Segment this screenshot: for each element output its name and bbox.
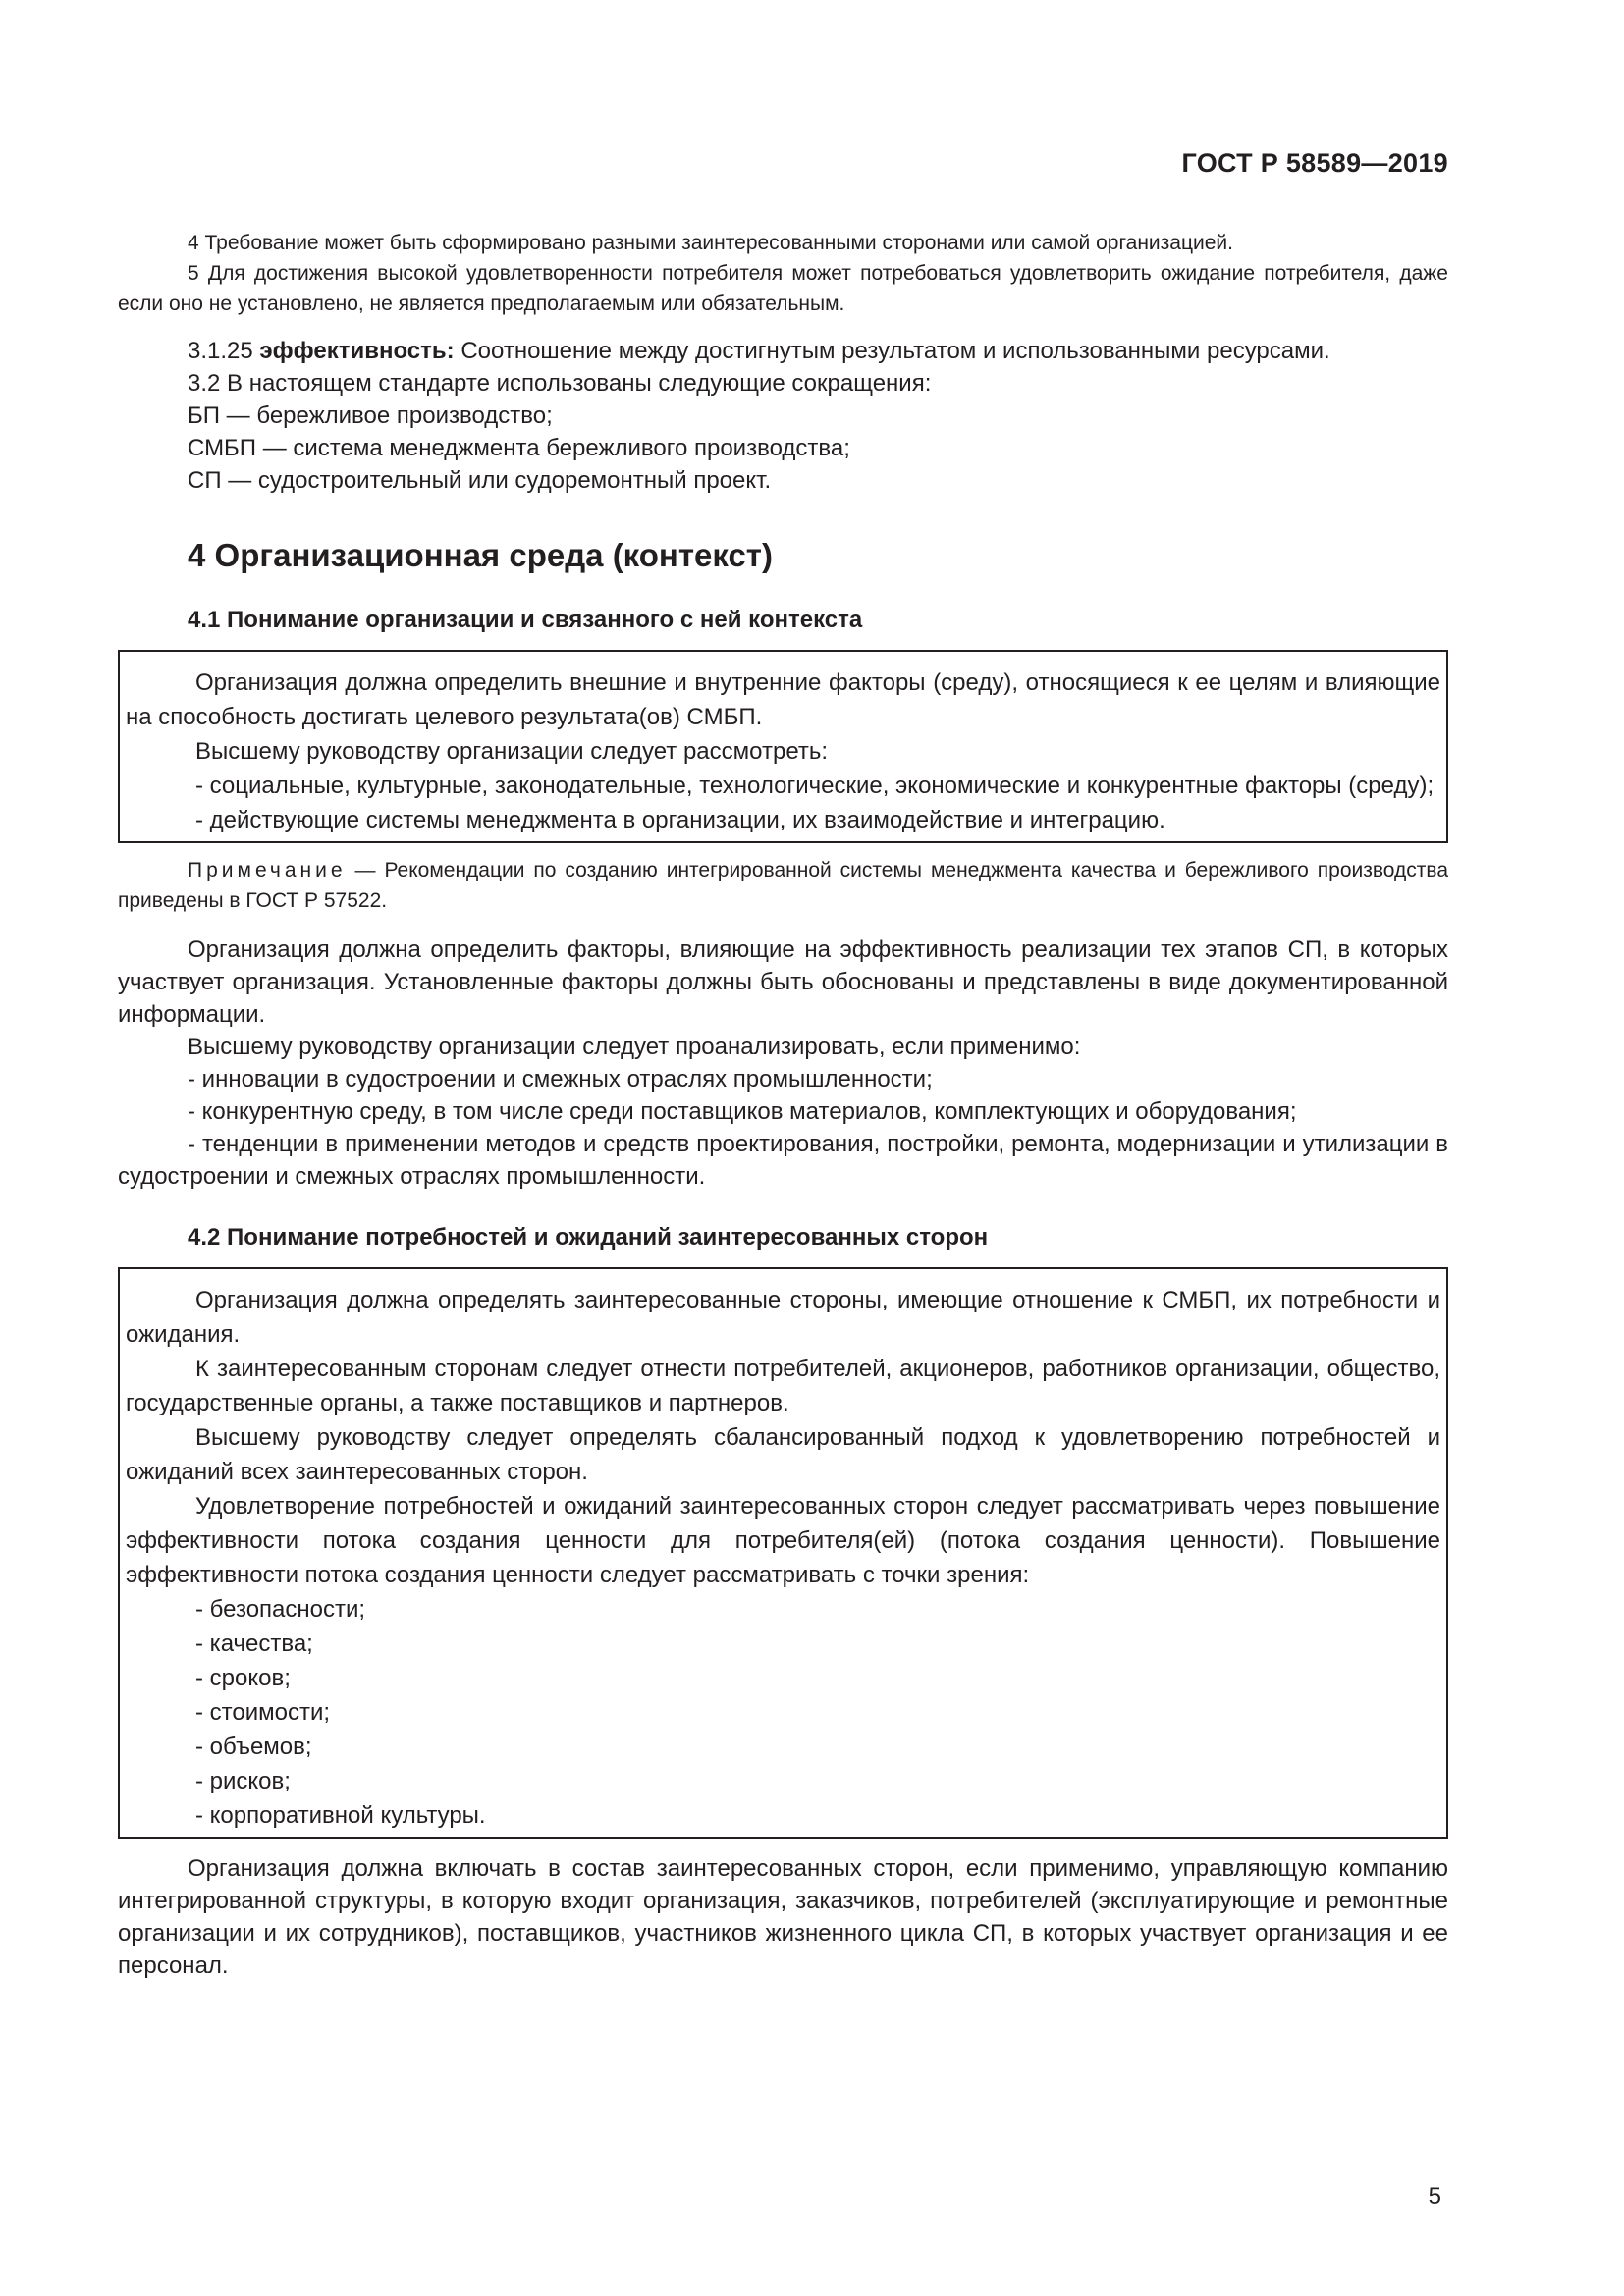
box-paragraph: Высшему руководству организации следует рассмотреть: xyxy=(195,738,829,765)
note-4: 4 Требование может быть сформировано разными заинтересованными сторонами или самой организацией. xyxy=(188,232,1233,254)
abbreviations-intro: 3.2 В настоящем стандарте использованы следующие сокращения: xyxy=(188,370,932,397)
term-definition: Соотношение между достигнутым результатом и использованными ресурсами. xyxy=(460,338,1330,364)
section-4-1-heading: 4.1 Понимание организации и связанного с ней контекста xyxy=(188,607,863,633)
term-name: эффективность: xyxy=(259,338,455,364)
box-paragraph: Удовлетворение потребностей и ожиданий заинтересованных сторон следует рассматривать через повышение эффективности потока создания ценности для потребителя(ей) (потока создания ценности). Повышение эффективности потока создания ценности следует рассматривать с точки зрения: xyxy=(126,1493,1440,1588)
box-list-item: - рисков; xyxy=(195,1768,291,1794)
note-label: Примечание xyxy=(188,859,347,881)
box-list-item: - объемов; xyxy=(195,1734,312,1760)
note-text: — Рекомендации по созданию интегрированной системы менеджмента качества и бережливого производства приведены в ГОСТ Р 57522. xyxy=(118,859,1448,912)
box-list-item: - сроков; xyxy=(195,1665,291,1691)
section-4-2-requirements-box xyxy=(118,1267,1448,1839)
note-4-1 xyxy=(118,855,1448,916)
term-3-1-25 xyxy=(118,335,1448,367)
paragraph: Организация должна определить факторы, влияющие на эффективность реализации тех этапов СП, в которых участвует организация. Установленные факторы должны быть обоснованы и представлены в виде документированной информации. xyxy=(118,936,1448,1028)
box-paragraph: К заинтересованным сторонам следует отнести потребителей, акционеров, работников организации, общество, государственные органы, а также поставщиков и партнеров. xyxy=(126,1356,1440,1416)
section-4-heading: 4 Организационная среда (контекст) xyxy=(188,537,773,573)
abbreviation-item: БП — бережливое производство; xyxy=(188,402,553,429)
section-4-2-heading: 4.2 Понимание потребностей и ожиданий заинтересованных сторон xyxy=(188,1224,989,1251)
notes-block xyxy=(118,228,1448,319)
section-4-1-requirements-box xyxy=(118,650,1448,843)
box-list-item: - действующие системы менеджмента в организации, их взаимодействие и интеграцию. xyxy=(195,807,1165,833)
section-4-2-closing-paragraph: Организация должна включать в состав заинтересованных сторон, если применимо, управляющую компанию интегрированной структуры, в которую входит организация, заказчиков, потребителей (эксплуатирующие и ремонтные организации и их сотрудников), поставщиков, участников жизненного цикла СП, в которых участвует организация и ее персонал. xyxy=(118,1855,1448,1979)
list-item: - инновации в судостроении и смежных отраслях промышленности; xyxy=(188,1066,933,1093)
section-4-1-text xyxy=(118,934,1448,1193)
list-item: - конкурентную среду, в том числе среди поставщиков материалов, комплектующих и оборудования; xyxy=(188,1098,1297,1125)
box-paragraph: Организация должна определить внешние и внутренние факторы (среду), относящиеся к ее целям и влияющие на способность достигать целевого результата(ов) СМБП. xyxy=(126,669,1440,730)
note-5: 5 Для достижения высокой удовлетворенности потребителя может потребоваться удовлетворить ожидание потребителя, даже если оно не установлено, не является предполагаемым или обязательным. xyxy=(118,262,1448,315)
box-list-item: - социальные, культурные, законодательные, технологические, экономические и конкурентные факторы (среду); xyxy=(195,773,1435,799)
box-paragraph: Высшему руководству следует определять сбалансированный подход к удовлетворению потребностей и ожиданий всех заинтересованных сторон. xyxy=(126,1424,1440,1485)
box-list-item: - стоимости; xyxy=(195,1699,331,1726)
page-content xyxy=(118,228,1448,1982)
box-list-item: - качества; xyxy=(195,1630,313,1657)
box-list-item: - безопасности; xyxy=(195,1596,366,1623)
standard-code: ГОСТ Р 58589—2019 xyxy=(1181,148,1448,178)
box-list-item: - корпоративной культуры. xyxy=(195,1802,486,1829)
page-number: 5 xyxy=(1428,2183,1441,2210)
list-item: - тенденции в применении методов и средств проектирования, постройки, ремонта, модернизации и утилизации в судостроении и смежных отраслях промышленности. xyxy=(118,1131,1448,1190)
paragraph: Высшему руководству организации следует проанализировать, если применимо: xyxy=(188,1034,1081,1060)
term-number: 3.1.25 xyxy=(188,338,253,364)
box-paragraph: Организация должна определять заинтересованные стороны, имеющие отношение к СМБП, их потребности и ожидания. xyxy=(126,1287,1440,1348)
abbreviation-item: СМБП — система менеджмента бережливого производства; xyxy=(188,435,850,461)
abbreviation-item: СП — судостроительный или судоремонтный проект. xyxy=(188,467,772,494)
